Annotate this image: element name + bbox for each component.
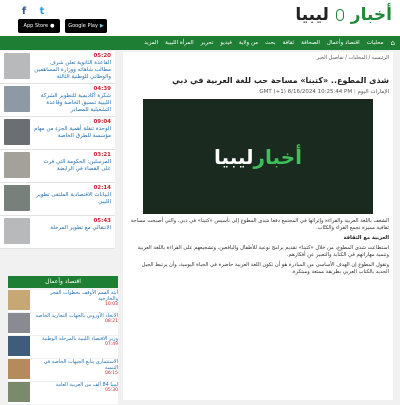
list-item[interactable]	[0, 84, 115, 117]
nav-item[interactable]: محليات	[366, 40, 384, 46]
list-item[interactable]	[8, 359, 118, 381]
microphone-icon	[336, 9, 344, 21]
list-item-title[interactable]: وزير الاقتصاد الليبية بالمرحلة الوطنية	[41, 336, 118, 342]
article-title: شذى المطوع.. «كتبنا» مساحة حب للغة العربية في دبي	[172, 76, 389, 85]
list-item-title[interactable]: شكرة أكاديمية للتطوير الشركة الليبية تنسيق الخاصة وقاعدة التشغيلية للمصادر	[40, 93, 111, 113]
facebook-icon[interactable]: f	[21, 5, 27, 17]
article-body	[127, 218, 389, 276]
list-item[interactable]	[8, 290, 118, 312]
thumbnail[interactable]	[4, 218, 30, 244]
hero-logo-text-2: ليبيا	[214, 144, 254, 169]
logo-text-primary: أخبار	[350, 5, 392, 25]
time: 03:21	[93, 152, 111, 158]
article-tz: GMT (+1)	[259, 89, 286, 95]
article-source[interactable]: الإمارات اليوم	[357, 89, 389, 95]
time: 07:49	[105, 342, 118, 347]
list-item[interactable]	[8, 336, 118, 358]
list-item[interactable]	[0, 117, 115, 150]
nav-item[interactable]: من ولاية	[238, 40, 259, 46]
list-item-title[interactable]: القاعدة الثانوية تعلن شرف مطالب شاهاته ووزارة المساهمين والوطاني للوطنية الثالثة	[34, 60, 111, 80]
article-subheading: العربية مع الثقافة	[343, 235, 389, 241]
list-item-title[interactable]: أبثة القمم الأوقف بخطوات الفجر والخارجية	[49, 290, 118, 302]
app-store-badges	[18, 19, 107, 33]
thumbnail[interactable]	[4, 86, 30, 112]
list-item-title[interactable]: الاتحاد الأوروبي بالجهات التجارية الخاصة	[35, 313, 118, 319]
list-item-title[interactable]: الاستثماري يتابع الجيهات الخاصة في التنمية	[43, 359, 118, 371]
list-item[interactable]	[0, 183, 115, 216]
time: 10:03	[105, 302, 118, 307]
time: 05:43	[93, 218, 111, 224]
time: 04:39	[93, 86, 111, 92]
app-store-label: App Store	[23, 23, 49, 29]
article-paragraph: وتقول المطوع إن الهدف الأساسي من المبادرة هو أن تكون اللغة العربية حاضرة في الحياة اليومية، وأن يرتبط الجيل الجديد بالكتاب العربي بطريقة ممتعة ومبتكرة.	[141, 262, 389, 275]
list-item[interactable]	[8, 382, 118, 404]
nav-item[interactable]: بحث	[265, 40, 276, 46]
nav-item-more[interactable]: المزيد	[144, 40, 159, 46]
list-item-title[interactable]: المرسلين: الحكومة التي فرت على القضاء في الرابضة	[43, 159, 111, 172]
thumbnail[interactable]	[8, 290, 30, 310]
main-nav	[0, 36, 400, 50]
app-store-badge[interactable]	[18, 19, 60, 33]
nav-item[interactable]: اقتصاد وأعمال	[326, 40, 360, 46]
breadcrumb[interactable]: الرئيسية / المحليات / تفاصيل الخبر	[316, 55, 389, 61]
article-paragraph: الشغف باللغة العربية والقراءة وإثرائها في المجتمع دفعا شذى المطوع إلى تأسيس «كتبنا» في دبي، والتي أصبحت مساحة ثقافية مميزة تجمع القراء والكتّاب.	[130, 218, 389, 231]
time: 05:30	[105, 388, 118, 393]
list-item[interactable]	[0, 150, 115, 183]
nav-item[interactable]: ثقافة	[282, 40, 295, 46]
list-item[interactable]	[8, 313, 118, 335]
list-item-title[interactable]: الوحدة تنقلة أهمية الجزء من مهام مؤسسة للطرق الخاصة	[34, 126, 111, 139]
logo-text-secondary: ليبيا	[295, 5, 329, 25]
social-links	[18, 5, 48, 17]
article	[123, 52, 393, 400]
thumbnail[interactable]	[8, 359, 30, 379]
separator: |	[353, 89, 356, 95]
hero-logo-text-1: أخبار	[253, 144, 302, 169]
google-play-badge[interactable]	[65, 19, 107, 33]
time: 08:21	[105, 319, 118, 324]
time: 05:20	[93, 53, 111, 59]
time: 09:04	[93, 119, 111, 125]
thumbnail[interactable]	[4, 152, 30, 178]
nav-item[interactable]: تحرير	[200, 40, 214, 46]
time: 06:15	[105, 371, 118, 376]
apple-icon: ●	[50, 23, 55, 29]
header	[0, 0, 400, 36]
article-paragraph: استطاعت شذى المطوع، من خلال «كتبنا» تقديم برامج نوعية للأطفال واليافعين، وتشجيعهم على القراءة باللغة العربية وتنمية مهاراتهم في الكتابة والتعبير عن أفكارهم.	[137, 245, 389, 258]
twitter-icon[interactable]: t	[39, 5, 45, 17]
site-logo[interactable]	[295, 5, 392, 25]
list-item[interactable]	[0, 216, 115, 249]
article-meta	[127, 89, 389, 95]
thumbnail[interactable]	[4, 119, 30, 145]
thumbnail[interactable]	[8, 313, 30, 333]
latest-news-sidebar	[0, 51, 115, 249]
thumbnail[interactable]	[8, 382, 30, 402]
thumbnail[interactable]	[8, 336, 30, 356]
article-hero-image	[143, 99, 373, 214]
list-item[interactable]	[0, 51, 115, 84]
article-date: 8/16/2024 10:25:44 PM	[287, 89, 353, 95]
nav-item[interactable]: فيديو	[220, 40, 232, 46]
google-play-icon: ▶	[99, 23, 104, 29]
list-item-title[interactable]: ليبيا 84 ألف من العربية العامة	[55, 382, 118, 388]
time: 02:14	[93, 185, 111, 191]
section-header-economy[interactable]: اقتصاد وأعمال	[8, 276, 118, 288]
list-item-title[interactable]: البيانات الاقتصادية الملتقى تطوير الليبي	[36, 192, 111, 205]
nav-item[interactable]: الصحافة	[301, 40, 320, 46]
list-item-title[interactable]: الانتقالي مع تطوير المرحلة	[50, 225, 111, 231]
google-play-label: Google Play	[68, 23, 98, 29]
home-icon[interactable]: ⌂	[390, 39, 395, 47]
thumbnail[interactable]	[4, 185, 30, 211]
thumbnail[interactable]	[4, 53, 30, 79]
nav-item[interactable]: المرأة الليبية	[165, 40, 194, 46]
economy-list	[8, 290, 118, 405]
